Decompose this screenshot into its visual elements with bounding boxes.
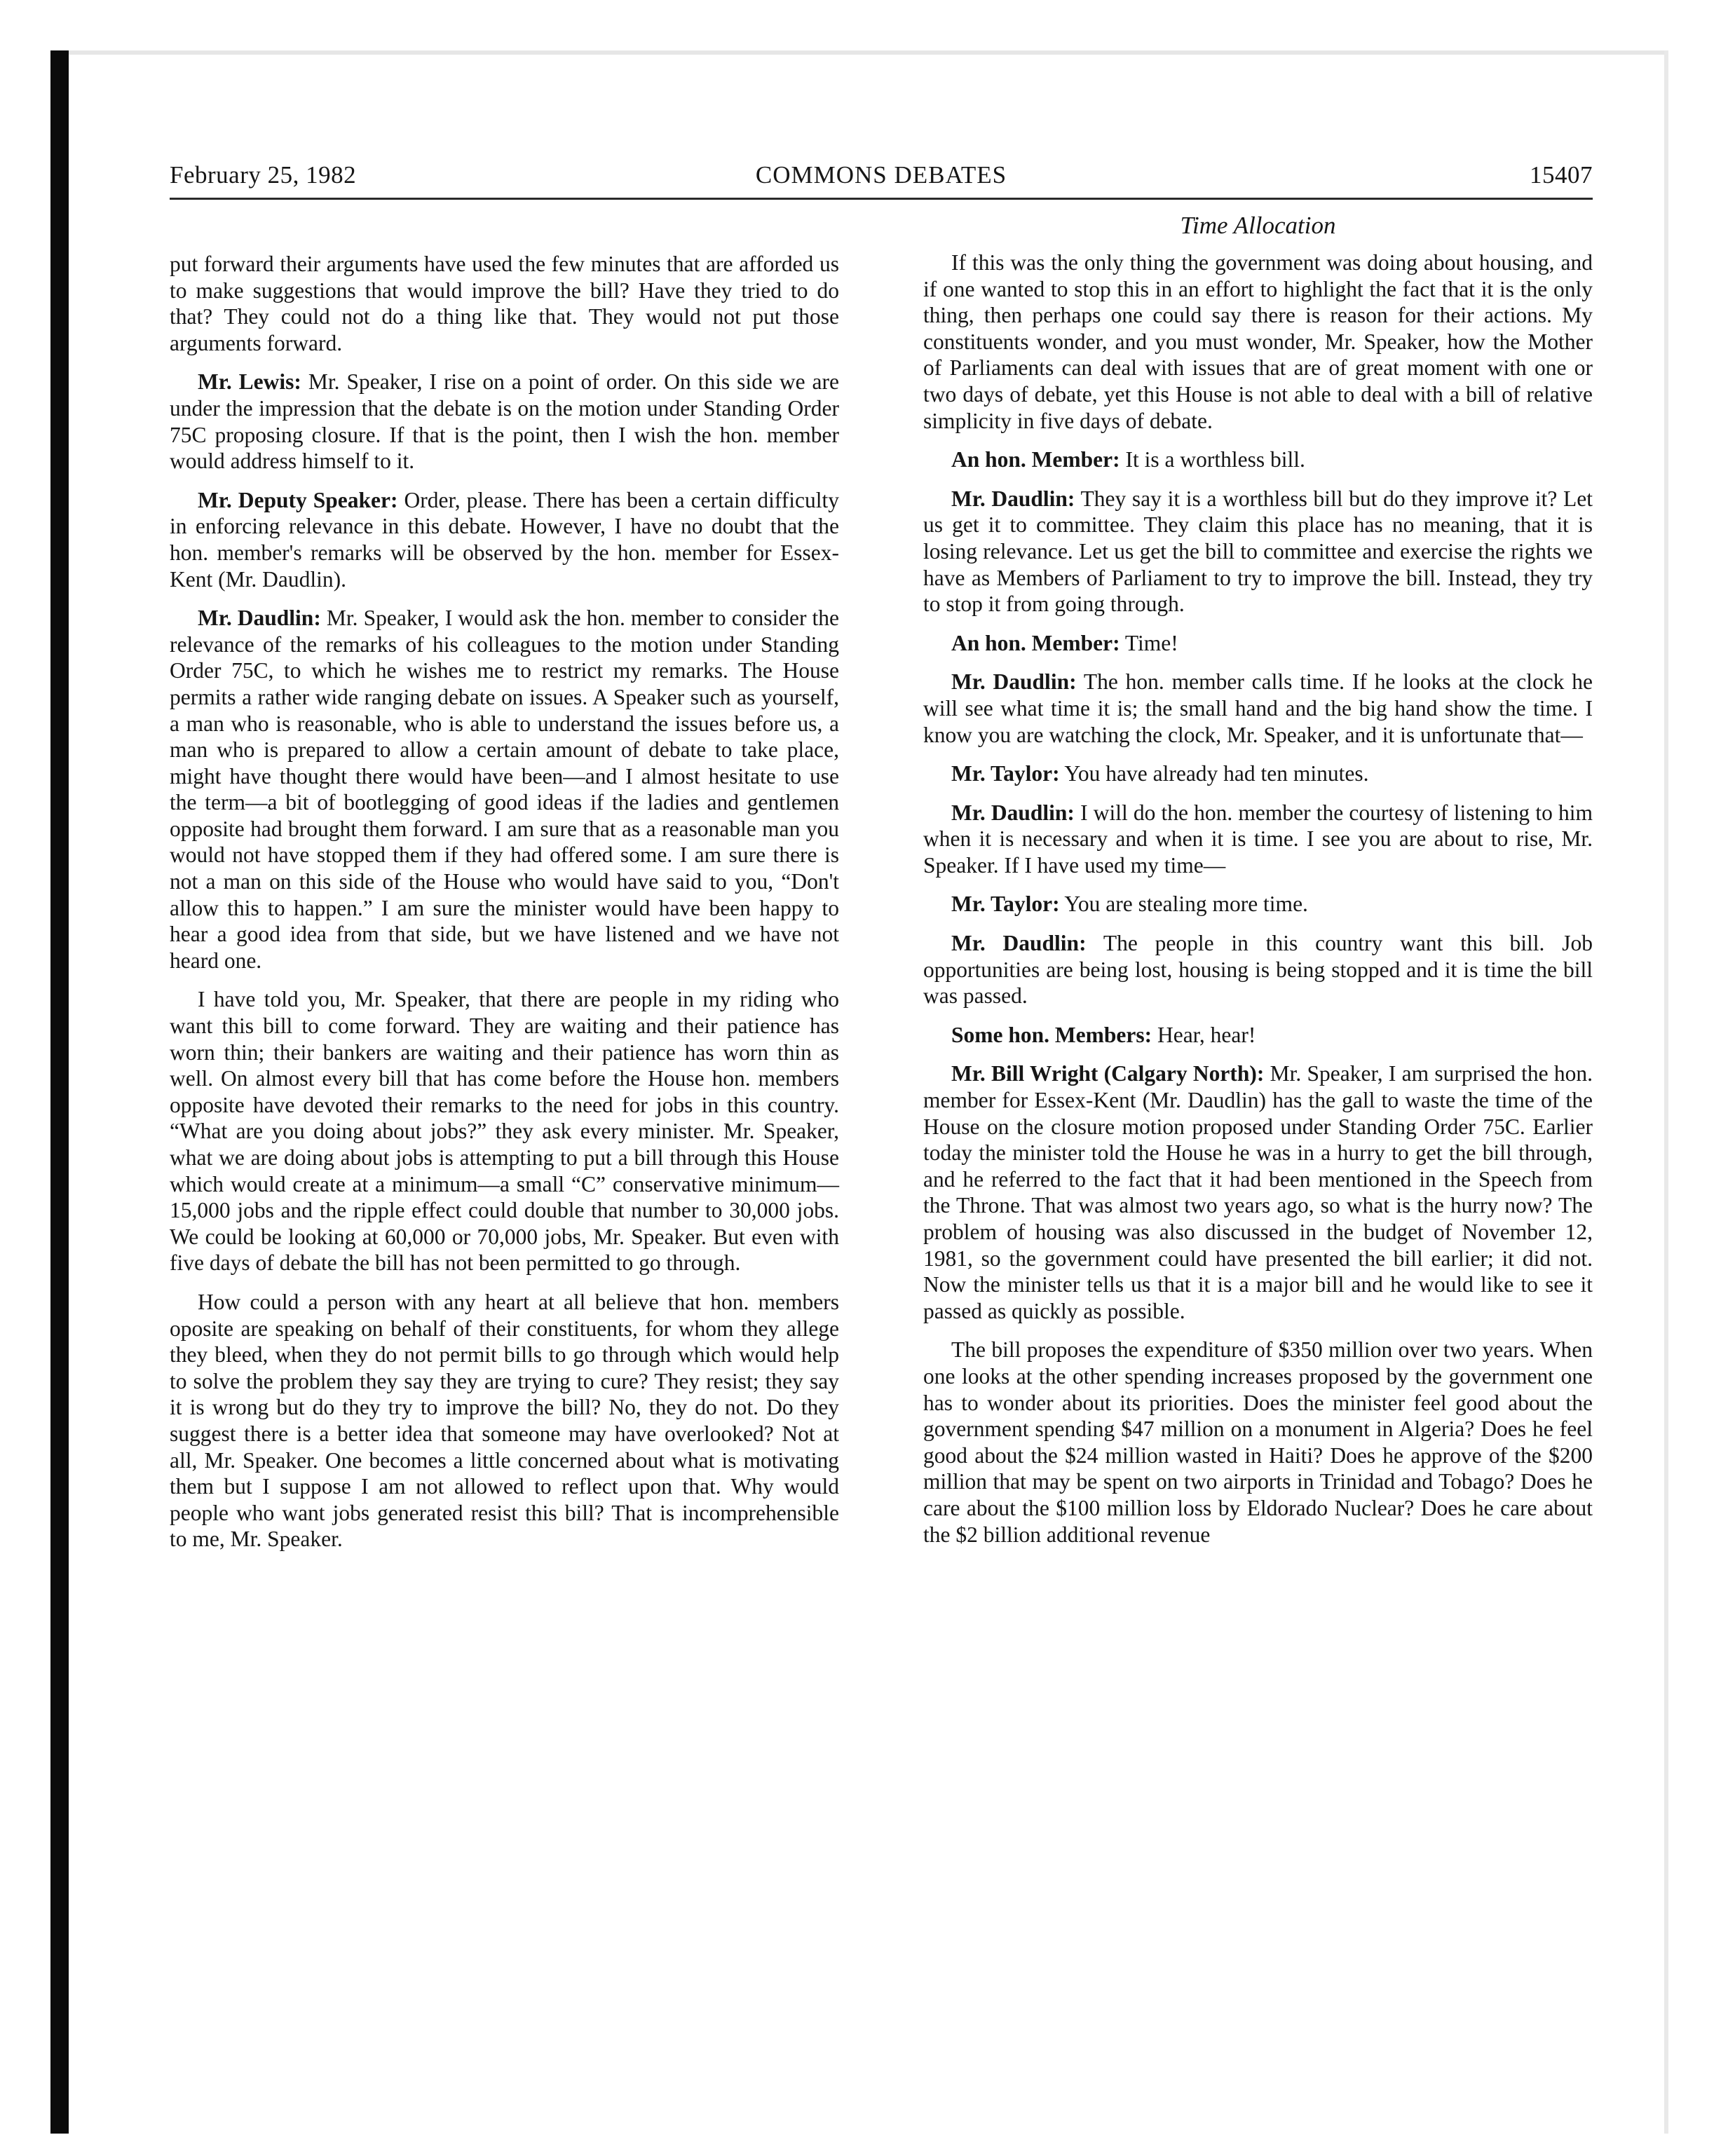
paragraph-text: I have told you, Mr. Speaker, that there are people in my riding who want this bill to come forward. They are waiting and their patience has worn thin; their bankers are waiting and their patience has worn thin as well. On almost every bill that has come before the House hon. members opposite have devoted their remarks to the need for jobs in this country. “What are you doing about jobs?” they ask every minister. Mr. Speaker, what we are doing about jobs is attempting to put a bill through this House which would create at a minimum—a small “C” conservative minimum—15,000 jobs and the ripple effect could double that number to 30,000 jobs. We could be looking at 60,000 or 70,000 jobs, Mr. Speaker. But even with five days of debate the bill has not been permitted to go through. <box>170 987 839 1276</box>
paragraph-text: put forward their arguments have used the few minutes that are afforded us to make suggestions that would improve the bill? Have they tried to do that? They could not do a thing like that. They would not put those arguments forward. <box>170 252 839 355</box>
speaker-name: Mr. Bill Wright (Calgary North): <box>951 1061 1265 1086</box>
paragraph-text: The bill proposes the expenditure of $350 million over two years. When one looks at the other spending increases proposed by the government one has to wonder about its priorities. Does the minister feel good about the government spending $47 million on a monument in Algeria? Does he feel good about the $24 million wasted in Haiti? Does he approve of the $200 million that may be spent on two airports in Trinidad and Tobago? Does he care about the $100 million loss by Eldorado Nuclear? Does he care about the $2 billion additional revenue <box>923 1337 1593 1547</box>
paragraph-text: Order, please. There has been a certain difficulty in enforcing relevance in this debate. However, I have no doubt that the hon. member's remarks will be observed by the hon. member for Essex-Kent (Mr. Daudlin). <box>170 487 840 592</box>
page-header <box>170 161 1593 195</box>
paragraph-text: They say it is a worthless bill but do they improve it? Let us get it to committee. They claim this place has no meaning, that it is losing relevance. Let us get the bill to committee and exercise the rights we have as Members of Parliament to try to improve the bill. Instead, they try to stop it from going through. <box>923 486 1593 617</box>
paragraph-text: It is a worthless bill. <box>1125 447 1305 472</box>
scan-right-edge <box>1664 50 1668 2134</box>
paragraph-text: Mr. Speaker, I rise on a point of order. On this side we are under the impression that the debate is on the motion under Standing Order 75C proposing closure. If that is the point, then I wish the hon. member would address himself to it. <box>170 369 840 474</box>
speaker-name: An hon. Member: <box>951 630 1120 655</box>
paragraph-text: Time! <box>1124 630 1178 655</box>
speaker-name: Mr. Taylor: <box>951 761 1060 786</box>
header-date: February 25, 1982 <box>170 161 357 189</box>
speaker-name: Mr. Daudlin: <box>198 606 321 631</box>
paragraph-text: If this was the only thing the government was doing about housing, and if one wanted to stop this in an effort to highlight the fact that it is the only thing, then perhaps one could say there is reason for their actions. My constituents wonder, and you must wonder, Mr. Speaker, how the Mother of Parliaments can deal with issues that are of great moment with one or two days of debate, yet this House is not able to deal with a bill of relative simplicity in five days of debate. <box>923 250 1593 433</box>
paragraph <box>923 486 1593 618</box>
paragraph <box>923 1022 1593 1049</box>
paragraph-text: Mr. Speaker, I am surprised the hon. member for Essex-Kent (Mr. Daudlin) has the gall to waste the time of the House on the closure motion proposed under Standing Order 75C. Earlier today the minister told the House he was in a hurry to get the bill through, and he referred to the fact that it had been mentioned in the Speech from the Throne. That was almost two years ago, so what is the hurry now? The problem of housing was also discussed in the budget of November 12, 1981, so the government could have presented the bill earlier; it did not. Now the minister tells us that it is a major bill and he would like to see it passed as quickly as possible. <box>923 1061 1593 1323</box>
paragraph <box>170 369 839 474</box>
paragraph <box>170 251 839 356</box>
speaker-name: Mr. Daudlin: <box>951 800 1075 825</box>
paragraph <box>170 605 839 974</box>
paragraph <box>923 446 1593 473</box>
speaker-name: An hon. Member: <box>951 447 1120 472</box>
paragraph <box>170 1289 839 1553</box>
paragraph <box>923 760 1593 787</box>
paragraph <box>923 669 1593 748</box>
paragraph <box>170 487 839 592</box>
paragraph <box>170 986 839 1276</box>
right-column <box>923 250 1593 1560</box>
paragraph <box>923 1337 1593 1548</box>
paragraph-text: I will do the hon. member the courtesy of listening to him when it is necessary and when it is time. I see you are about to rise, Mr. Speaker. If I have used my time— <box>923 800 1593 878</box>
speaker-name: Mr. Deputy Speaker: <box>198 487 398 512</box>
speaker-name: Mr. Daudlin: <box>951 486 1075 511</box>
paragraph <box>923 1060 1593 1324</box>
paragraph-text: The people in this country want this bill. Job opportunities are being lost, housing is being stopped and it is time the bill was passed. <box>923 931 1593 1009</box>
paragraph <box>923 630 1593 657</box>
paragraph-text: Hear, hear! <box>1157 1022 1256 1047</box>
header-rule <box>170 198 1593 200</box>
paragraph-text: Mr. Speaker, I would ask the hon. member to consider the relevance of the remarks of his colleagues to the motion under Standing Order 75C, to which he wishes me to restrict my remarks. The House permits a rather wide ranging debate on issues. A Speaker such as yourself, a man who is reasonable, who is able to understand the issues before us, a man who is prepared to allow a certain amount of debate to take place, might have thought there would have been—and I almost hesitate to use the term—a bit of bootlegging of good ideas if the ladies and gentlemen opposite had brought them forward. I am sure that as a reasonable man you would not have stopped them if they had offered some. I am sure there is not a man on this side of the House who would have said to you, “Don't allow this to happen.” I am sure the minister would have been happy to hear a good idea from that side, but we have listened and we have not heard one. <box>170 606 839 973</box>
speaker-name: Some hon. Members: <box>951 1022 1152 1047</box>
speaker-name: Mr. Lewis: <box>198 369 301 395</box>
document-page <box>170 161 1593 2096</box>
paragraph-text: You are stealing more time. <box>1064 892 1308 917</box>
left-column <box>170 251 839 1565</box>
scan-left-edge <box>50 50 69 2134</box>
paragraph-text: You have already had ten minutes. <box>1064 761 1369 786</box>
header-page-number: 15407 <box>1530 161 1593 189</box>
paragraph-text: The hon. member calls time. If he looks at the clock he will see what time it is; the small hand and the big hand show the time. I know you are watching the clock, Mr. Speaker, and it is unfortunate that— <box>923 669 1593 747</box>
scan-top-edge <box>69 50 1668 55</box>
header-title: COMMONS DEBATES <box>755 161 1007 189</box>
section-title: Time Allocation <box>1180 212 1336 239</box>
paragraph <box>923 250 1593 434</box>
paragraph <box>923 891 1593 917</box>
paragraph <box>923 930 1593 1009</box>
paragraph <box>923 800 1593 879</box>
speaker-name: Mr. Daudlin: <box>951 931 1087 956</box>
speaker-name: Mr. Daudlin: <box>951 669 1077 695</box>
speaker-name: Mr. Taylor: <box>951 892 1060 917</box>
paragraph-text: How could a person with any heart at all believe that hon. members oposite are speaking on behalf of their constituents, for whom they allege they bleed, when they do not permit bills to go through which would help to solve the problem they say they are trying to cure? They resist; they say it is wrong but do they try to improve the bill? No, they do not. Do they suggest there is a better idea that someone may have overlooked? Not at all, Mr. Speaker. One becomes a little concerned about what is motivating them but I suppose I am not allowed to reflect upon that. Why would people who want jobs generated resist this bill? That is incomprehensible to me, Mr. Speaker. <box>170 1289 839 1552</box>
